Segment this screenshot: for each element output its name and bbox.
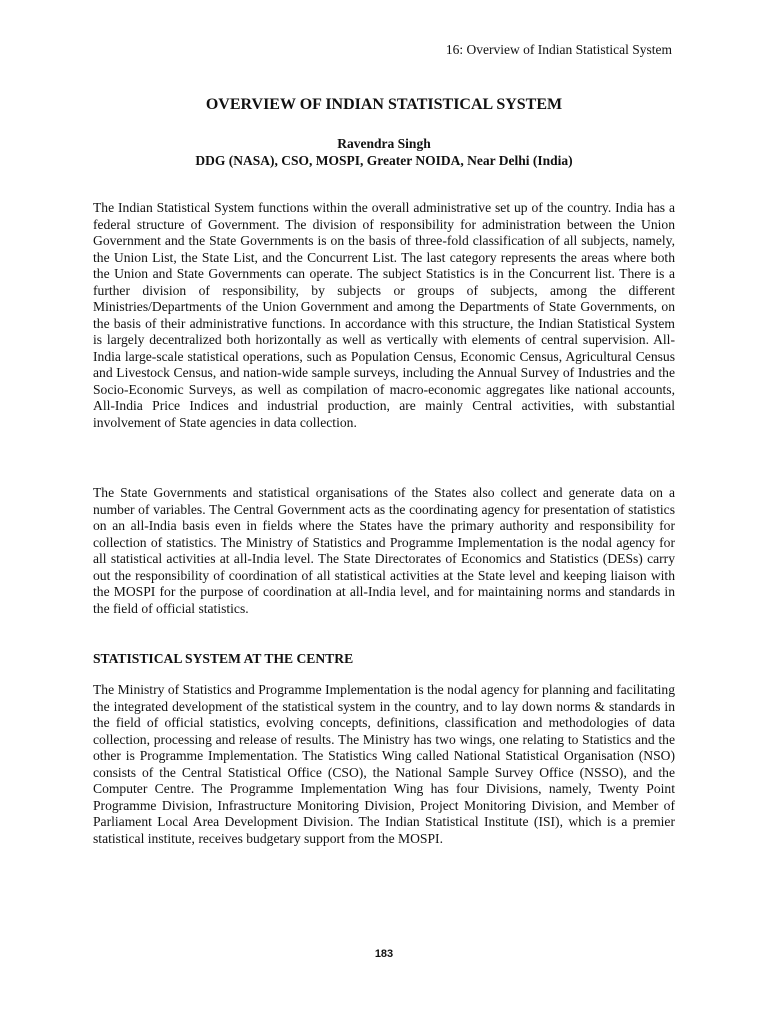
running-header: 16: Overview of Indian Statistical System xyxy=(445,42,672,57)
author-affiliation: DDG (NASA), CSO, MOSPI, Greater NOIDA, Near Delhi (India) xyxy=(195,153,573,168)
body-paragraph-2: The State Governments and statistical organisations of the States also collect and generate data on a number of variables. The Central Government acts as the coordinating agency for presentation of statistics on an all-India basis even in fields where the States have the primary authority and responsibility for collection of statistics. The Ministry of Statistics and Programme Implementation is the nodal agency for all statistical activities at all-India level. The State Directorates of Economics and Statistics (DESs) carry out the responsibility of coordination of all statistical activities at the State level and keeping liaison with the MOSPI for the purpose of coordination at all-India level, and for maintaining norms and standards in the field of official statistics. xyxy=(93,485,675,616)
author-name: Ravendra Singh xyxy=(337,136,431,151)
section-heading: STATISTICAL SYSTEM AT THE CENTRE xyxy=(93,651,354,666)
page-number: 183 xyxy=(374,948,394,960)
article-title: OVERVIEW OF INDIAN STATISTICAL SYSTEM xyxy=(205,96,563,113)
body-paragraph-1: The Indian Statistical System functions within the overall administrative set up of the country. India has a federal structure of Government. The division of responsibility for administration between the Union Government and the State Governments is on the basis of three-fold classification of all subjects, namely, the Union List, the State List, and the Concurrent List. The last category represents the areas where both the Union and State Governments can operate. The subject Statistics is in the Concurrent list. There is a further division of responsibility, by subjects or groups of subjects, among the different Ministries/Departments of the Union Government and among the Departments of State Governments, on the basis of their administrative functions. In accordance with this structure, the Indian Statistical System is largely decentralized both horizontally as well as vertically with elements of central supervision. All-India large-scale statistical operations, such as Population Census, Economic Census, Agricultural Census and Livestock Census, and nation-wide sample surveys, including the Annual Survey of Industries and the Socio-Economic Surveys, as well as compilation of macro-economic aggregates like national accounts, All-India Price Indices and industrial production, are mainly Central activities, with substantial involvement of State agencies in data collection. xyxy=(93,200,675,430)
body-paragraph-3: The Ministry of Statistics and Programme Implementation is the nodal agency for planning and facilitating the integrated development of the statistical system in the country, and to lay down norms & standards in the field of official statistics, evolving concepts, definitions, classification and methodologies of data collection, processing and release of results. The Ministry has two wings, one relating to Statistics and the other is Programme Implementation. The Statistics Wing called National Statistical Organisation (NSO) consists of the Central Statistical Office (CSO), the National Sample Survey Office (NSSO), and the Computer Centre. The Programme Implementation Wing has four Divisions, namely, Twenty Point Programme Division, Infrastructure Monitoring Division, Project Monitoring Division, and Member of Parliament Local Area Development Division. The Indian Statistical Institute (ISI), which is a premier statistical institute, receives budgetary support from the MOSPI. xyxy=(93,682,675,846)
